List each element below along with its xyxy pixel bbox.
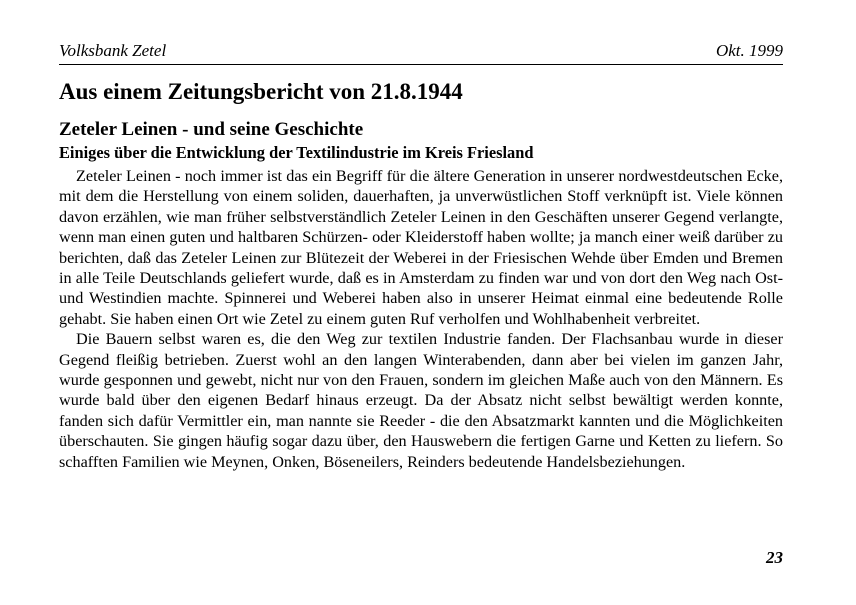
paragraph-1: Zeteler Leinen - noch immer ist das ein Begriff für die ältere Generation in unserer nordwestdeutschen Ecke, mit dem die Herstellung von einem soliden, dauerhaften, ja unverwüstlichen Stoff verknüpft ist. Viele können davon erzählen, wie man früher selbstverständlich Zeteler Leinen in den Geschäften unserer Gegend verlangte, wenn man einen guten und haltbaren Schürzen- oder Kleiderstoff haben wollte; ja manch einer weiß darüber zu berichten, daß das Zeteler Leinen zur Blütezeit der Weberei in der Friesischen Wehde über Emden und Bremen in alle Teile Deutschlands geliefert wurde, daß es in Amsterdam zu finden war und von dort den Weg nach Ost- und Westindien machte. Spinnerei und Weberei haben also in unserer Heimat einmal eine bedeutende Rolle gehabt. Sie haben einen Ort wie Zetel zu einem guten Ruf verholfen und Wohlhabenheit verbreitet.: [59, 167, 783, 328]
article-subtitle: Zeteler Leinen - und seine Geschichte: [59, 119, 364, 140]
article-body: [59, 166, 783, 472]
header-publisher: Volksbank Zetel: [59, 41, 167, 60]
article-subsubtitle: Einiges über die Entwicklung der Textilindustrie im Kreis Friesland: [59, 143, 534, 162]
running-header: [59, 41, 783, 65]
page-number: 23: [766, 548, 783, 567]
header-date: Okt. 1999: [715, 41, 783, 60]
paragraph-2: Die Bauern selbst waren es, die den Weg zur textilen Industrie fanden. Der Flachsanbau wurde in dieser Gegend fleißig betrieben. Zuerst wohl an den langen Winterabenden, dann aber bei vielen im ganzen Jahr, wurde gesponnen und gewebt, nicht nur von den Frauen, sondern im gleichen Maße auch von den Männern. Es wurde bald über den eigenen Bedarf hinaus erzeugt. Da der Absatz nicht selbst bewältigt werden konnte, fanden sich dafür Vermittler ein, man nannte sie Reeder - die den Absatzmarkt kannten und die Möglichkeiten überschauten. Sie gingen häufig sogar dazu über, den Hauswebern die fertigen Garne und Ketten zu liefern. So schafften Familien wie Meynen, Onken, Böseneilers, Reinders bedeutende Handelsbeziehungen.: [59, 330, 783, 471]
article-title: Aus einem Zeitungsbericht von 21.8.1944: [59, 79, 463, 104]
